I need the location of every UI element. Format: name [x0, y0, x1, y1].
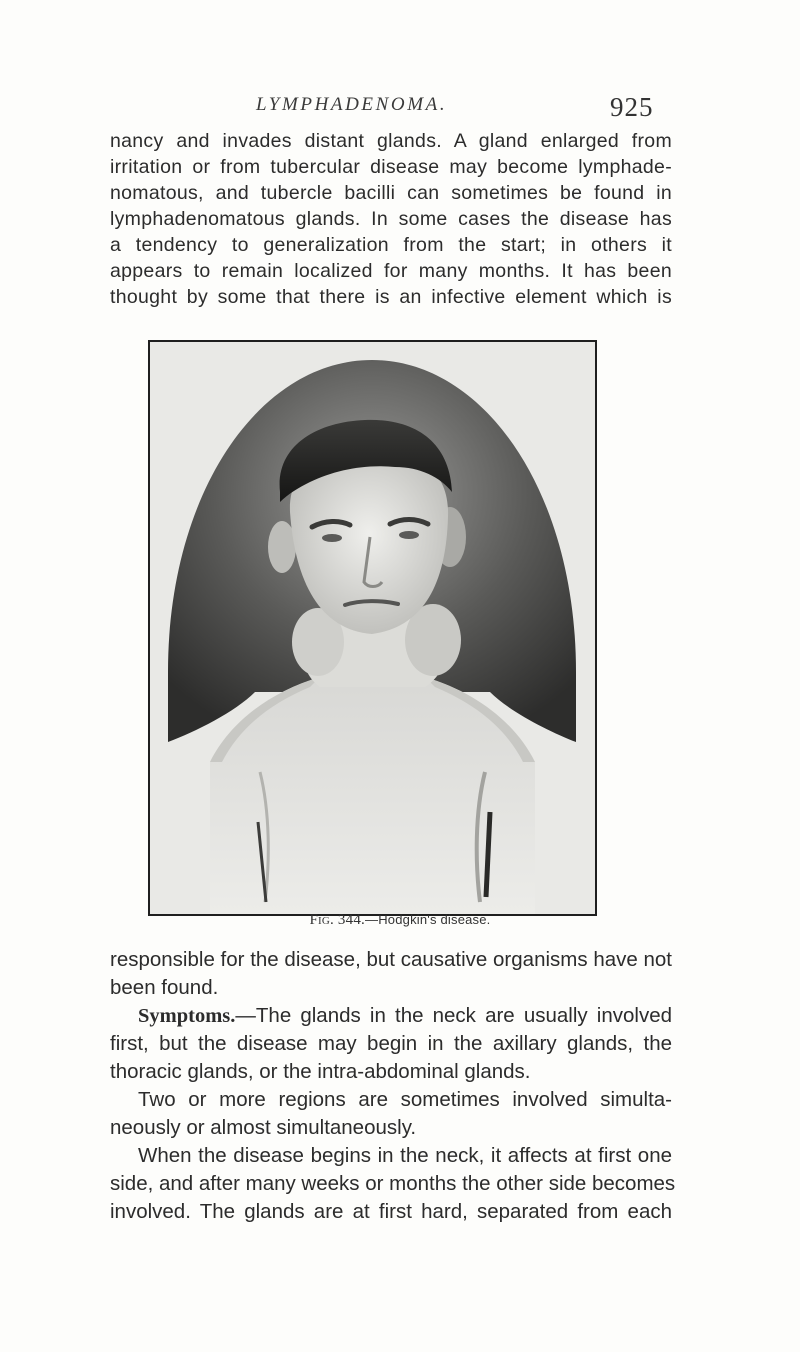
- text-line: irritation or from tubercular disease may become lymphade-: [110, 156, 672, 178]
- figure-label: Fig. 344.: [309, 912, 365, 928]
- text-line: thought by some that there is an infective element which is: [110, 286, 672, 308]
- page-header: [0, 92, 800, 126]
- patient-photo-illustration: [150, 342, 595, 914]
- text-line: thoracic glands, or the intra-abdominal glands.: [110, 1060, 531, 1083]
- text-line: responsible for the disease, but causative organisms have not: [110, 948, 672, 971]
- text-line: a tendency to generalization from the start; in others it: [110, 234, 672, 256]
- figure-caption: Fig. 344.—Hodgkin's disease.: [309, 912, 491, 928]
- text-line: first, but the disease may begin in the axillary glands, the: [110, 1032, 672, 1055]
- text-line: Two or more regions are sometimes involved simulta-: [138, 1088, 672, 1111]
- text-line: When the disease begins in the neck, it affects at first one: [138, 1144, 672, 1167]
- text-line: nancy and invades distant glands. A gland enlarged from: [110, 130, 672, 152]
- figure-title: Hodgkin's disease.: [378, 912, 491, 927]
- text-line: side, and after many weeks or months the other side becomes: [110, 1172, 676, 1195]
- text-line: —The glands in the neck are usually involved: [235, 1004, 672, 1027]
- bottom-paragraph: [110, 946, 676, 1226]
- text-line: appears to remain localized for many months. It has been: [110, 260, 672, 282]
- symptoms-heading: Symptoms.: [138, 1005, 236, 1027]
- top-paragraph: [110, 128, 672, 310]
- text-line: nomatous, and tubercle bacilli can sometimes be found in: [110, 182, 672, 204]
- text-line: involved. The glands are at first hard, separated from each: [110, 1200, 672, 1223]
- text-line: been found.: [110, 976, 219, 999]
- page-number: 925: [610, 92, 654, 122]
- running-title: LYMPHADENOMA.: [256, 94, 448, 115]
- text-line: neously or almost simultaneously.: [110, 1116, 417, 1139]
- text-line: lymphadenomatous glands. In some cases the disease has: [110, 208, 672, 230]
- symptoms-line: [110, 1002, 672, 1030]
- figure-photograph: [148, 340, 597, 916]
